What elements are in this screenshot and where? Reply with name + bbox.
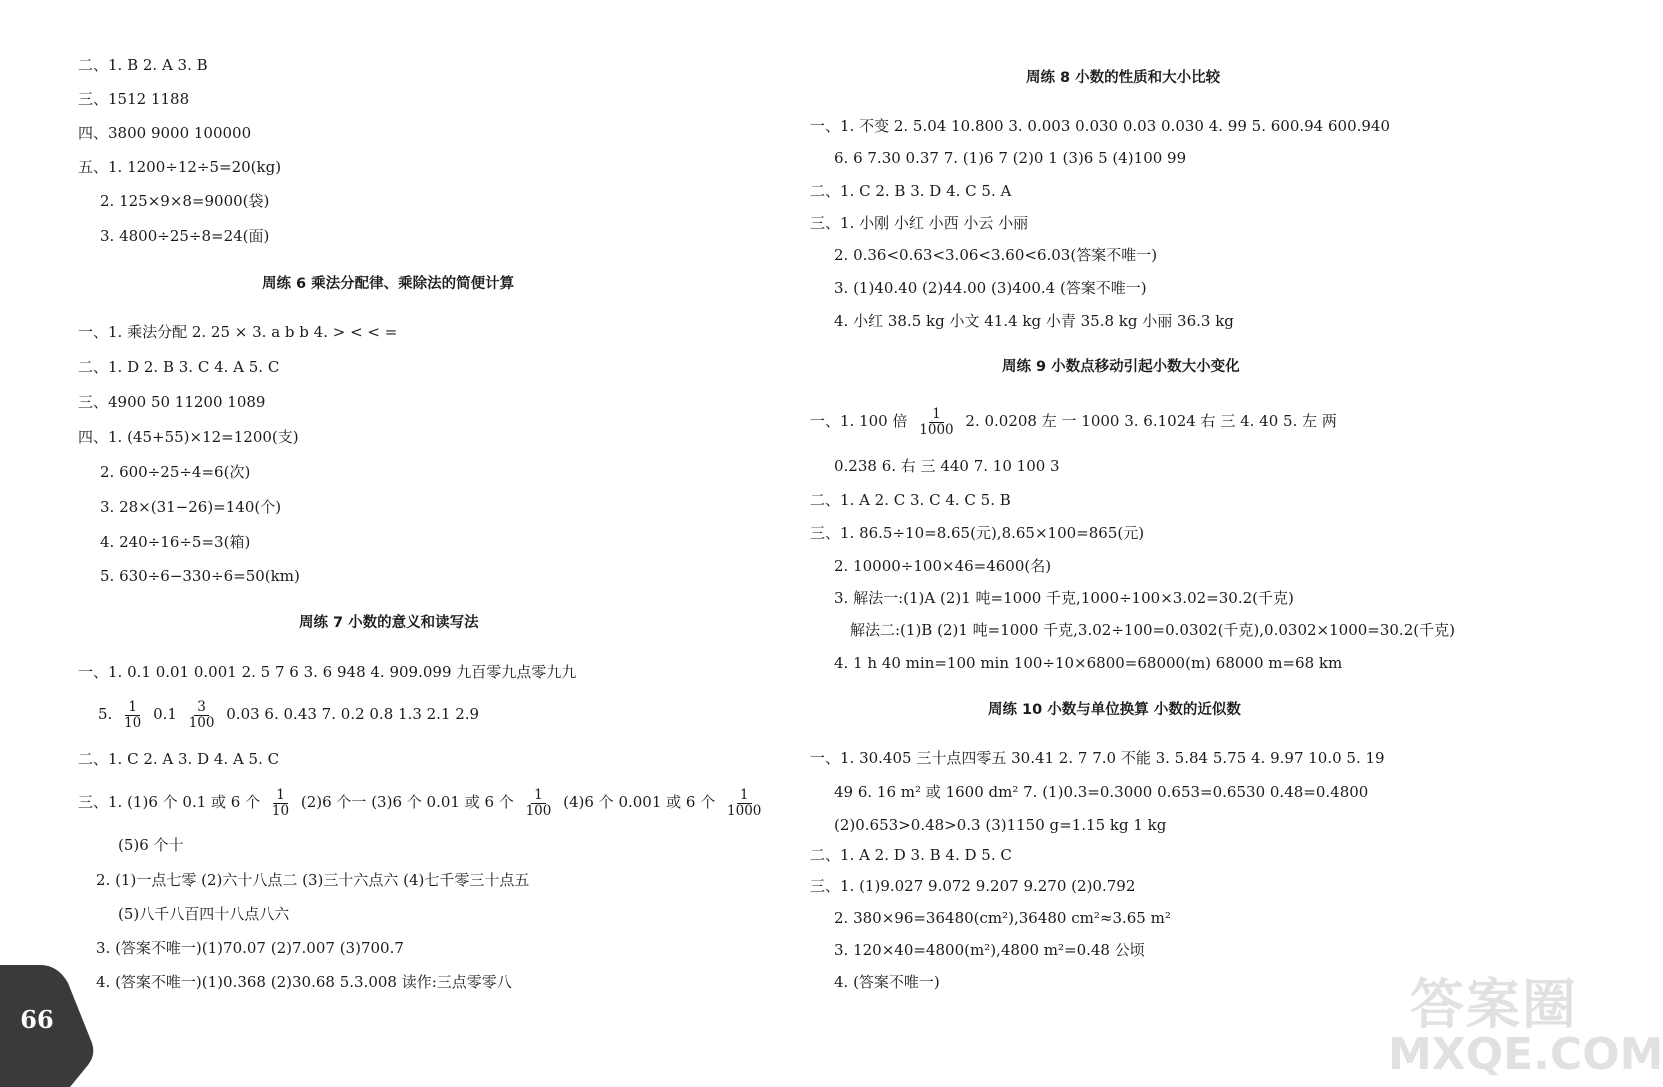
denominator: 1000 bbox=[727, 802, 762, 819]
answer-line-fractions bbox=[810, 403, 1337, 439]
numerator: 1 bbox=[929, 407, 944, 423]
answer-line: 3. (答案不唯一)(1)70.07 (2)7.007 (3)700.7 bbox=[96, 939, 404, 957]
answer-line: 五、1. 1200÷12÷5=20(kg) bbox=[78, 158, 282, 176]
answer-line: 49 6. 16 m² 或 1600 dm² 7. (1)0.3=0.3000 0.653=0.6530 0.48=0.4800 bbox=[834, 783, 1369, 801]
numerator: 1 bbox=[273, 788, 288, 804]
answer-line: 2. 380×96=36480(cm²),36480 cm²≈3.65 m² bbox=[834, 909, 1171, 927]
denominator: 10 bbox=[124, 714, 142, 731]
denominator: 10 bbox=[271, 802, 290, 819]
answer-line: 2. (1)一点七零 (2)六十八点二 (3)三十六点六 (4)七千零三十点五 bbox=[96, 871, 530, 889]
answer-line: 二、1. D 2. B 3. C 4. A 5. C bbox=[78, 358, 280, 376]
text: 5. bbox=[98, 705, 113, 723]
numerator: 1 bbox=[737, 788, 752, 804]
answer-line: 4. (答案不唯一) bbox=[834, 973, 940, 991]
page-number: 66 bbox=[20, 1005, 54, 1034]
answer-line-fractions bbox=[78, 784, 768, 820]
text: 0.1 bbox=[153, 705, 177, 723]
answer-line: (2)0.653>0.48>0.3 (3)1150 g=1.15 kg 1 kg bbox=[834, 816, 1167, 834]
answer-line-fractions bbox=[98, 696, 479, 732]
answer-line: 三、1. (1)9.027 9.072 9.207 9.270 (2)0.792 bbox=[810, 877, 1136, 895]
answer-line: 二、1. A 2. D 3. B 4. D 5. C bbox=[810, 846, 1012, 864]
answer-line: 2. 600÷25÷4=6(次) bbox=[100, 463, 251, 481]
answer-line: 2. 0.36<0.63<3.06<3.60<6.03(答案不唯一) bbox=[834, 246, 1158, 264]
numerator: 1 bbox=[125, 700, 140, 716]
answer-line: 4. 1 h 40 min=100 min 100÷10×6800=68000(m) 68000 m=68 km bbox=[834, 654, 1343, 672]
fraction bbox=[186, 700, 218, 731]
answer-line: 一、1. 30.405 三十点四零五 30.41 2. 7 7.0 不能 3. 5.84 5.75 4. 9.97 10.0 5. 19 bbox=[810, 749, 1385, 767]
answer-line: 3. 4800÷25÷8=24(面) bbox=[100, 227, 270, 245]
answer-line: 三、1. 小刚 小红 小西 小云 小丽 bbox=[810, 214, 1029, 232]
answer-line: 四、3800 9000 100000 bbox=[78, 124, 252, 142]
answer-line: 一、1. 0.1 0.01 0.001 2. 5 7 6 3. 6 948 4. 909.099 九百零九点零九九 bbox=[78, 663, 577, 681]
answer-line: 6. 6 7.30 0.37 7. (1)6 7 (2)0 1 (3)6 5 (4)100 99 bbox=[834, 149, 1187, 167]
numerator: 3 bbox=[194, 700, 209, 716]
section-title-week6: 周练 6 乘法分配律、乘除法的简便计算 bbox=[262, 276, 515, 292]
text: (2)6 个一 (3)6 个 0.01 或 6 个 bbox=[300, 793, 514, 811]
text: 一、1. 100 倍 bbox=[810, 412, 908, 430]
answer-line: 3. 解法一:(1)A (2)1 吨=1000 千克,1000÷100×3.02=30.2(千克) bbox=[834, 589, 1294, 607]
answer-line: 二、1. C 2. B 3. D 4. C 5. A bbox=[810, 182, 1012, 200]
fraction bbox=[916, 407, 956, 438]
denominator: 100 bbox=[188, 714, 215, 731]
answer-line: 三、1. 86.5÷10=8.65(元),8.65×100=865(元) bbox=[810, 524, 1145, 542]
text: (4)6 个 0.001 或 6 个 bbox=[563, 793, 716, 811]
fraction bbox=[724, 788, 764, 819]
answer-line: 解法二:(1)B (2)1 吨=1000 千克,3.02÷100=0.0302(千克),0.0302×1000=30.2(千克) bbox=[850, 621, 1455, 639]
watermark-url: MXQE.COM bbox=[1388, 1029, 1663, 1080]
section-title-week9: 周练 9 小数点移动引起小数大小变化 bbox=[1002, 359, 1240, 375]
answer-line: (5)八千八百四十八点八六 bbox=[118, 905, 290, 923]
answer-line: 5. 630÷6−330÷6=50(km) bbox=[100, 567, 300, 585]
fraction bbox=[523, 788, 555, 819]
answer-line: 二、1. A 2. C 3. C 4. C 5. B bbox=[810, 491, 1011, 509]
answer-line: 三、4900 50 11200 1089 bbox=[78, 393, 266, 411]
text: 0.03 6. 0.43 7. 0.2 0.8 1.3 2.1 2.9 bbox=[226, 705, 480, 723]
section-title-week7: 周练 7 小数的意义和读写法 bbox=[299, 615, 479, 631]
answer-line: 一、1. 乘法分配 2. 25 × 3. a b b 4. > < < = bbox=[78, 323, 398, 341]
answer-line: (5)6 个十 bbox=[118, 836, 184, 854]
answer-line: 四、1. (45+55)×12=1200(支) bbox=[78, 428, 299, 446]
answer-line: 3. 28×(31−26)=140(个) bbox=[100, 498, 282, 516]
answer-line: 一、1. 不变 2. 5.04 10.800 3. 0.003 0.030 0.03 0.030 4. 99 5. 600.94 600.940 bbox=[810, 117, 1391, 135]
answer-line: 0.238 6. 右 三 440 7. 10 100 3 bbox=[834, 457, 1060, 475]
answer-line: 4. (答案不唯一)(1)0.368 (2)30.68 5.3.008 读作:三点零零八 bbox=[96, 973, 512, 991]
answer-line: 3. 120×40=4800(m²),4800 m²=0.48 公顷 bbox=[834, 941, 1145, 959]
fraction bbox=[121, 700, 144, 731]
denominator: 1000 bbox=[919, 421, 954, 438]
answer-line: 二、1. B 2. A 3. B bbox=[78, 56, 208, 74]
answer-line: 3. (1)40.40 (2)44.00 (3)400.4 (答案不唯一) bbox=[834, 279, 1147, 297]
answer-line: 2. 10000÷100×46=4600(名) bbox=[834, 557, 1052, 575]
watermark-logo: 答案圈 bbox=[1410, 973, 1578, 1036]
answer-line: 4. 小红 38.5 kg 小文 41.4 kg 小青 35.8 kg 小丽 36.3 kg bbox=[834, 312, 1234, 330]
fraction bbox=[269, 788, 292, 819]
section-title-week10: 周练 10 小数与单位换算 小数的近似数 bbox=[988, 702, 1241, 718]
numerator: 1 bbox=[531, 788, 546, 804]
section-title-week8: 周练 8 小数的性质和大小比较 bbox=[1026, 70, 1221, 86]
text: 三、1. (1)6 个 0.1 或 6 个 bbox=[78, 793, 261, 811]
answer-line: 2. 125×9×8=9000(袋) bbox=[100, 192, 270, 210]
answer-line: 三、1512 1188 bbox=[78, 90, 190, 108]
denominator: 100 bbox=[525, 802, 552, 819]
answer-line: 4. 240÷16÷5=3(箱) bbox=[100, 533, 251, 551]
text: 2. 0.0208 左 一 1000 3. 6.1024 右 三 4. 40 5. 左 两 bbox=[965, 412, 1337, 430]
answer-line: 二、1. C 2. A 3. D 4. A 5. C bbox=[78, 750, 280, 768]
